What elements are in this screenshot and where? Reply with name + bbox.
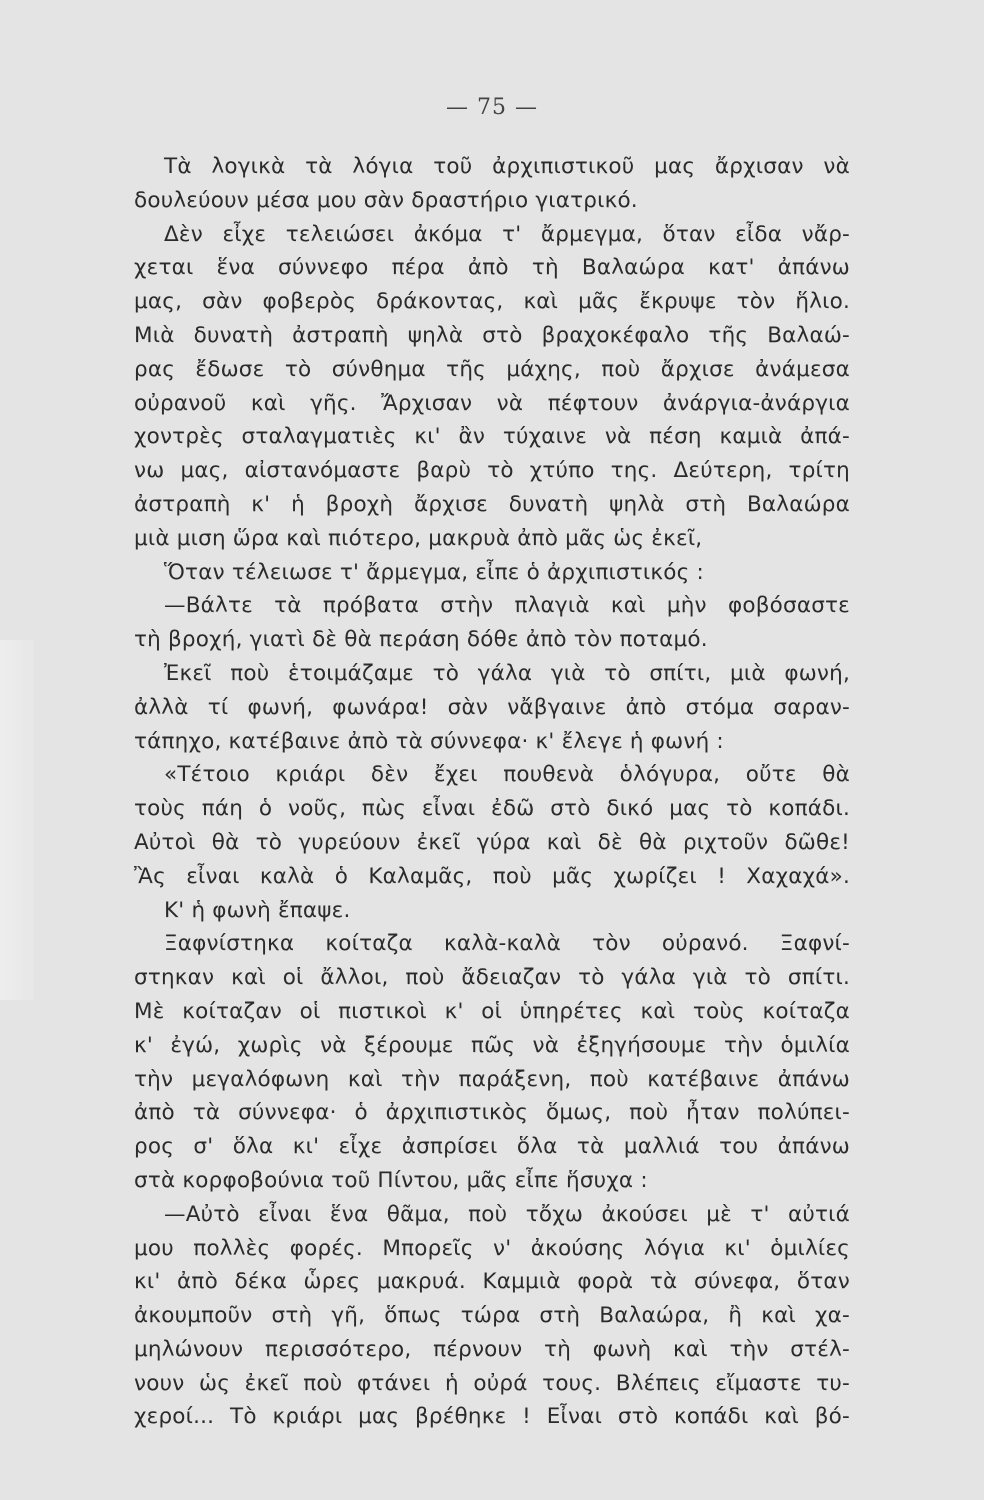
text-line: Τὰ λογικὰ τὰ λόγια τοῦ ἀρχιπιστικοῦ μας ἄρχισαν νὰ	[164, 154, 850, 179]
text-line: —Αὐτὸ εἶναι ἕνα θᾶμα, ποὺ τὄχω ἀκούσει μὲ τ' αὐτιά	[164, 1201, 850, 1227]
text-line: τοὺς πάη ὁ νοῦς, πὼς εἶναι ἐδῶ στὸ δικό μας τὸ κοπάδι.	[134, 796, 850, 822]
body-text	[134, 150, 850, 1434]
text-line: Ὅταν τέλειωσε τ' ἄρμεγμα, εἶπε ὁ ἀρχιπιστικός :	[164, 559, 704, 585]
text-line: Ἐκεῖ ποὺ ἑτοιμάζαμε τὸ γάλα γιὰ τὸ σπίτι, μιὰ φωνή,	[164, 660, 850, 686]
text-line: ρας ἔδωσε τὸ σύνθημα τῆς μάχης, ποὺ ἄρχισε ἀνάμεσα	[134, 356, 850, 382]
text-line: νω μας, αἰστανόμαστε βαρὺ τὸ χτύπο της. Δεύτερη, τρίτη	[134, 458, 850, 484]
text-line: ἀπὸ τὰ σύννεφα· ὁ ἀρχιπιστικὸς ὅμως, ποὺ ἦταν πολύπει-	[134, 1100, 850, 1126]
text-line: τὴ βροχή, γιατὶ δὲ θὰ περάση δόθε ἀπὸ τὸν ποταμό.	[134, 627, 708, 653]
text-line: ἀστραπὴ κ' ἡ βροχὴ ἄρχισε δυνατὴ ψηλὰ στὴ Βαλαώρα	[134, 491, 850, 517]
text-line: τὴν μεγαλόφωνη καὶ τὴν παράξενη, ποὺ κατέβαινε ἀπάνω	[134, 1066, 850, 1092]
text-line: χοντρὲς σταλαγματιὲς κι' ἂν τύχαινε νὰ πέση καμιὰ ἀπά-	[134, 424, 850, 450]
text-line: ἀκουμποῦν στὴ γῆ, ὅπως τώρα στὴ Βαλαώρα, ἢ καὶ χα-	[134, 1303, 850, 1329]
text-line: «Τέτοιο κριάρι δὲν ἔχει πουθενὰ ὁλόγυρα, οὔτε θὰ	[164, 762, 850, 788]
text-line: Μὲ κοίταζαν οἱ πιστικοὶ κ' οἱ ὑπηρέτες καὶ τοὺς κοίταζα	[134, 998, 850, 1024]
text-line: Αὐτοὶ θὰ τὸ γυρεύουν ἐκεῖ γύρα καὶ δὲ θὰ ριχτοῦν δῶθε!	[134, 829, 850, 855]
text-line: Κ' ἡ φωνὴ ἔπαψε.	[164, 897, 351, 923]
page-number: — 75 —	[446, 95, 538, 120]
text-line: μου πολλὲς φορές. Μπορεῖς ν' ἀκούσης λόγια κι' ὁμιλίες	[134, 1235, 850, 1261]
page-edge-shadow	[0, 640, 34, 1000]
text-line: ἀλλὰ τί φωνή, φωνάρα! σὰν νἄβγαινε ἀπὸ στόμα σαραν-	[134, 694, 850, 720]
text-line: στηκαν καὶ οἱ ἄλλοι, ποὺ ἄδειαζαν τὸ γάλα γιὰ τὸ σπίτι.	[134, 965, 850, 991]
text-line: ρος σ' ὅλα κι' εἶχε ἀσπρίσει ὅλα τὰ μαλλιά του ἀπάνω	[134, 1134, 850, 1160]
text-line: χεται ἕνα σύννεφο πέρα ἀπὸ τὴ Βαλαώρα κατ' ἀπάνω	[134, 255, 850, 281]
text-line: χεροί... Τὸ κριάρι μας βρέθηκε ! Εἶναι στὸ κοπάδι καὶ βό-	[134, 1404, 850, 1430]
text-line: —Βάλτε τὰ πρόβατα στὴν πλαγιὰ καὶ μὴν φοβόσαστε	[164, 593, 850, 619]
text-line: νουν ὡς ἐκεῖ ποὺ φτάνει ἡ οὐρά τους. Βλέπεις εἴμαστε τυ-	[134, 1370, 850, 1396]
text-line: κ' ἐγώ, χωρὶς νὰ ξέρουμε πῶς νὰ ἐξηγήσουμε τὴν ὁμιλία	[134, 1032, 850, 1058]
text-line: οὐρανοῦ καὶ γῆς. Ἄρχισαν νὰ πέφτουν ἀνάργια-ἀνάργια	[134, 390, 850, 416]
text-line: μιὰ μιση ὥρα καὶ πιότερο, μακρυὰ ἀπὸ μᾶς ὡς ἐκεῖ,	[134, 525, 703, 551]
text-line: τάπηχο, κατέβαινε ἀπὸ τὰ σύννεφα· κ' ἔλεγε ἡ φωνή :	[134, 728, 724, 754]
text-line: Δὲν εἶχε τελειώσει ἀκόμα τ' ἄρμεγμα, ὅταν εἶδα νἄρ-	[164, 221, 850, 247]
text-line: δουλεύουν μέσα μου σὰν δραστήριο γιατρικό.	[134, 187, 638, 213]
text-line: μηλώνουν περισσότερο, πέρνουν τὴ φωνὴ καὶ τὴν στέλ-	[134, 1336, 850, 1362]
text-line: Ξαφνίστηκα κοίταζα καλὰ-καλὰ τὸν οὐρανό. Ξαφνί-	[164, 931, 850, 957]
text-line: Ἂς εἶναι καλὰ ὁ Καλαμᾶς, ποὺ μᾶς χωρίζει ! Χαχαχά».	[134, 863, 850, 889]
text-line: Μιὰ δυνατὴ ἀστραπὴ ψηλὰ στὸ βραχοκέφαλο τῆς Βαλαώ-	[134, 322, 850, 348]
text-line: κι' ἀπὸ δέκα ὧρες μακρυά. Καμμιὰ φορὰ τὰ σύνεφα, ὅταν	[134, 1269, 850, 1295]
text-line: στὰ κορφοβούνια τοῦ Πίντου, μᾶς εἶπε ἥσυχα :	[134, 1167, 648, 1193]
text-line: μας, σὰν φοβερὸς δράκοντας, καὶ μᾶς ἔκρυψε τὸν ἥλιο.	[134, 289, 850, 315]
